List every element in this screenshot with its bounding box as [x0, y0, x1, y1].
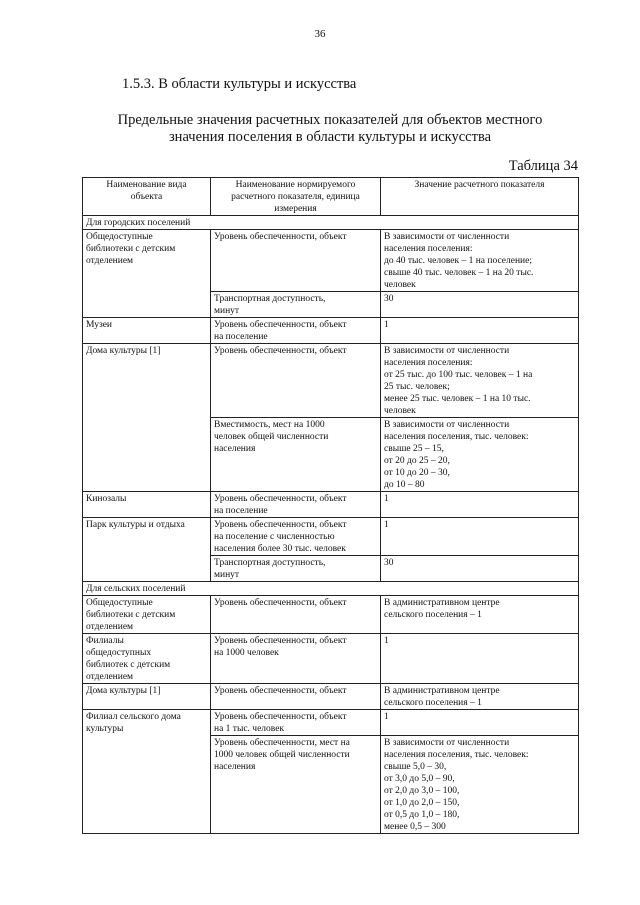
cell-line: Уровень обеспеченности, объект — [214, 712, 347, 722]
cell-line: отделением — [86, 256, 134, 266]
cell-line: населения поселения: — [384, 244, 473, 254]
standards-table — [82, 177, 579, 834]
cell-line: библиотеки с детским — [86, 610, 176, 620]
cell-line: минут — [214, 306, 240, 316]
cell-line: 30 — [384, 294, 394, 304]
cell-line: Наименование нормируемого — [235, 180, 356, 190]
value-cell — [381, 318, 579, 344]
cell-line: культуры — [86, 724, 124, 734]
value-cell — [381, 556, 579, 582]
table-row — [83, 492, 579, 518]
table-row — [83, 684, 579, 710]
indicator-cell — [211, 230, 381, 292]
cell-line: от 2,0 до 3,0 – 100, — [384, 786, 460, 796]
value-cell — [381, 518, 579, 556]
cell-line: Общедоступные — [86, 232, 153, 242]
object-name-cell — [83, 230, 211, 318]
cell-line: измерения — [274, 204, 317, 214]
value-cell — [381, 596, 579, 634]
cell-line: Уровень обеспеченности, объект — [214, 520, 347, 530]
object-name-cell — [83, 318, 211, 344]
heading-line: значения поселения в области культуры и искусства — [168, 129, 492, 145]
cell-line: на поселение — [214, 506, 268, 516]
indicator-cell — [211, 736, 381, 834]
cell-line: 1000 человек общей численности — [214, 750, 350, 760]
page-number: 36 — [314, 28, 326, 40]
cell-line: Транспортная доступность, — [214, 294, 326, 304]
indicator-cell — [211, 684, 381, 710]
cell-line: на 1 тыс. человек — [214, 724, 285, 734]
value-cell — [381, 634, 579, 684]
cell-line: Уровень обеспеченности, объект — [214, 320, 347, 330]
cell-line: на поселение — [214, 332, 268, 342]
table-row — [83, 518, 579, 556]
cell-line: человек — [384, 406, 416, 416]
cell-line: В зависимости от численности — [384, 346, 510, 356]
cell-line: сельского поселения – 1 — [384, 698, 482, 708]
group-row — [83, 582, 579, 596]
value-cell — [381, 292, 579, 318]
cell-line: Уровень обеспеченности, объект — [214, 598, 347, 608]
cell-line: расчетного показателя, единица — [231, 192, 360, 202]
cell-line: Уровень обеспеченности, объект — [214, 232, 347, 242]
object-name-cell — [83, 492, 211, 518]
value-cell — [381, 492, 579, 518]
group-label: Для сельских поселений — [83, 582, 579, 596]
cell-line: человек — [384, 280, 416, 290]
cell-line: В зависимости от численности — [384, 420, 510, 430]
table-heading — [92, 112, 568, 146]
cell-line: В административном центре — [384, 686, 500, 696]
cell-line: минут — [214, 570, 240, 580]
indicator-cell — [211, 344, 381, 418]
cell-line: населения поселения, тыс. человек: — [384, 750, 529, 760]
cell-line: Дома культуры [1] — [86, 346, 161, 356]
cell-line: библиотек с детским — [86, 660, 171, 670]
cell-line: Значение расчетного показателя — [414, 180, 545, 190]
cell-line: 1 — [384, 712, 389, 722]
group-label: Для городских поселений — [83, 216, 579, 230]
cell-line: отделением — [86, 672, 134, 682]
cell-line: населения поселения, тыс. человек: — [384, 432, 529, 442]
cell-line: Уровень обеспеченности, объект — [214, 346, 347, 356]
indicator-cell — [211, 318, 381, 344]
cell-line: В административном центре — [384, 598, 500, 608]
cell-line: отделением — [86, 622, 134, 632]
cell-line: населения более 30 тыс. человек — [214, 544, 346, 554]
cell-line: В зависимости от численности — [384, 232, 510, 242]
cell-line: Уровень обеспеченности, объект — [214, 686, 347, 696]
table-header-row — [83, 178, 579, 216]
value-cell — [381, 418, 579, 492]
table-row — [83, 318, 579, 344]
indicator-cell — [211, 596, 381, 634]
object-name-cell — [83, 596, 211, 634]
table-caption: Таблица 34 — [508, 158, 578, 174]
cell-line: Филиал сельского дома — [86, 712, 181, 722]
cell-line: сельского поселения – 1 — [384, 610, 482, 620]
cell-line: 1 — [384, 494, 389, 504]
cell-line: свыше 25 – 15, — [384, 444, 444, 454]
object-name-cell — [83, 710, 211, 834]
cell-line: 1 — [384, 636, 389, 646]
cell-line: населения — [214, 444, 256, 454]
indicator-cell — [211, 710, 381, 736]
object-name-cell — [83, 518, 211, 582]
cell-line: 1 — [384, 320, 389, 330]
table-row — [83, 596, 579, 634]
table-row — [83, 230, 579, 292]
value-cell — [381, 736, 579, 834]
group-row — [83, 216, 579, 230]
value-cell — [381, 710, 579, 736]
cell-line: Вместимость, мест на 1000 — [214, 420, 325, 430]
cell-line: Парк культуры и отдыха — [86, 520, 185, 530]
cell-line: от 25 тыс. до 100 тыс. человек – 1 на — [384, 370, 533, 380]
cell-line: Музеи — [86, 320, 113, 330]
cell-line: свыше 5,0 – 30, — [384, 762, 447, 772]
header-indicator — [211, 178, 381, 216]
cell-line: 30 — [384, 558, 394, 568]
cell-line: Уровень обеспеченности, объект — [214, 636, 347, 646]
table-row — [83, 634, 579, 684]
cell-line: общедоступных — [86, 648, 152, 658]
cell-line: до 10 – 80 — [384, 480, 425, 490]
header-value — [381, 178, 579, 216]
object-name-cell — [83, 684, 211, 710]
cell-line: населения — [214, 762, 256, 772]
value-cell — [381, 230, 579, 292]
cell-line: 25 тыс. человек; — [384, 382, 450, 392]
indicator-cell — [211, 492, 381, 518]
object-name-cell — [83, 344, 211, 492]
cell-line: Уровень обеспеченности, мест на — [214, 738, 350, 748]
heading-line: Предельные значения расчетных показателей для объектов местного — [117, 112, 543, 128]
object-name-cell — [83, 634, 211, 684]
indicator-cell — [211, 292, 381, 318]
cell-line: объекта — [130, 192, 163, 202]
cell-line: менее 0,5 – 300 — [384, 822, 446, 832]
cell-line: человек общей численности — [214, 432, 329, 442]
cell-line: Общедоступные — [86, 598, 153, 608]
table-row — [83, 710, 579, 736]
cell-line: от 10 до 20 – 30, — [384, 468, 450, 478]
value-cell — [381, 344, 579, 418]
cell-line: В зависимости от численности — [384, 738, 510, 748]
cell-line: Наименование вида — [106, 180, 187, 190]
cell-line: до 40 тыс. человек – 1 на поселение; — [384, 256, 532, 266]
indicator-cell — [211, 518, 381, 556]
cell-line: Филиалы — [86, 636, 124, 646]
indicator-cell — [211, 556, 381, 582]
header-object-type — [83, 178, 211, 216]
cell-line: от 20 до 25 – 20, — [384, 456, 450, 466]
cell-line: Дома культуры [1] — [86, 686, 161, 696]
cell-line: от 3,0 до 5,0 – 90, — [384, 774, 455, 784]
cell-line: Уровень обеспеченности, объект — [214, 494, 347, 504]
value-cell — [381, 684, 579, 710]
cell-line: Кинозалы — [86, 494, 127, 504]
cell-line: библиотеки с детским — [86, 244, 176, 254]
indicator-cell — [211, 634, 381, 684]
section-title: 1.5.3. В области культуры и искусства — [122, 76, 357, 92]
cell-line: на поселение с численностью — [214, 532, 335, 542]
cell-line: от 1,0 до 2,0 – 150, — [384, 798, 460, 808]
table-row — [83, 344, 579, 418]
cell-line: на 1000 человек — [214, 648, 279, 658]
table-body — [83, 216, 579, 834]
cell-line: от 0,5 до 1,0 – 180, — [384, 810, 460, 820]
cell-line: Транспортная доступность, — [214, 558, 326, 568]
cell-line: населения поселения: — [384, 358, 473, 368]
indicator-cell — [211, 418, 381, 492]
cell-line: свыше 40 тыс. человек – 1 на 20 тыс. — [384, 268, 534, 278]
cell-line: 1 — [384, 520, 389, 530]
cell-line: менее 25 тыс. человек – 1 на 10 тыс. — [384, 394, 531, 404]
